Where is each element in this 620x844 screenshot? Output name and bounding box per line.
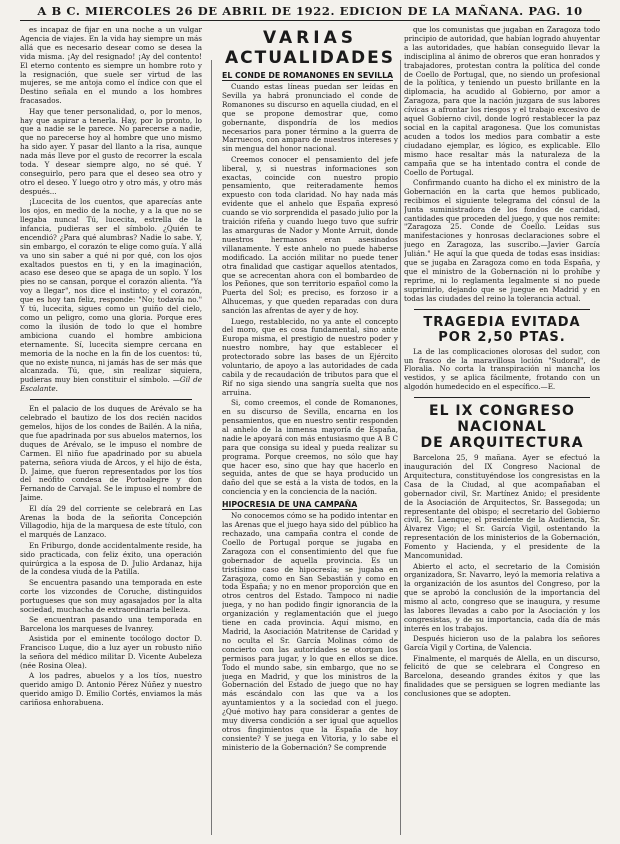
article-paragraph: Luego, restablecido, no ya ante el concepto del moro, que es cosa fundamental, sino ante Europa misma, el prestigio de nuestro poder y nuestro nombre, hay que establecer el protectorado sobre las bases de un Ejército voluntario, de apoyo a las autoridades de cada cabila y de recaudación de tributos para que el Rif no siga siendo una sangría sueltа que nos arruina.	[222, 316, 398, 397]
society-note: En Friburgo, donde accidentalmente reside, ha sido practicada, con feliz éxito, una operación quirúrgica a la esposa de D. Julio Ardanaz, hija de la condesa viuda de la Patilla.	[20, 540, 202, 577]
section-title: ACTUALIDADES	[224, 48, 396, 68]
section-divider	[414, 397, 590, 398]
masthead: A B C. MIERCOLES 26 DE ABRIL DE 1922. EDICION DE LA MAÑANA. PAG. 10	[37, 4, 583, 18]
article-paragraph: Abierto el acto, el secretario de la Comisión organizadora, Sr. Navarro, leyó la memoria relativa a la organización de los asuntos del Congreso, por la que se aprobó la conclusión de la importancia del mismo al acto, congreso que se inaugura, y resume las labores llevadas a cabo por la Asociación y los congresistas, y de su importancia, cada día de más interés en los trabajos.	[404, 561, 600, 633]
column-society	[20, 26, 202, 836]
article-subheading: EL CONDE DE ROMANONES EN SEVILLA	[222, 71, 394, 80]
column-actualidades	[222, 26, 398, 836]
society-note: El día 29 del corriente se celebrará en Las Arenas la boda de la señorita Concepción Villagodio, hija de la marquesa de este título, con el marqués de Lanzaco.	[20, 503, 202, 540]
article-paragraph: Después hicieron uso de la palabra los señores García Vigil y Cortina, de Valencia.	[404, 634, 600, 653]
section-title: VARIAS	[263, 28, 357, 48]
column-divider	[211, 60, 212, 835]
ad-title: POR 2,50 PTAS.	[438, 329, 566, 345]
article-paragraph: Si, como creemos, el conde de Romanones, en su discurso de Sevilla, encarna en los pensamientos, que en nuestro sentir responden al anhelo de la inmensa mayoría de España, nadie le apoyará con más entusiasmo que A B C para que consiga su ideal y pueda realizar su programa. Porque creemos, no sólo que hay que hacer eso, sino que hay que hacerlo en seguida, antes de que se haya producido un daño del que se está a la vista de todos, en la conciencia y en la conciencia de la nación.	[222, 398, 398, 497]
section-divider	[30, 399, 192, 400]
article-paragraph: Hay que tener personalidad, o, por lo menos, hay que aspirar a tenerla. Hay, por lo pronto, lo que a nadie se le parece. No parecerse a nadie, que no parecerse hoy al hombre que uno mismo ha sido ayer. Y pasar del llanto a la risa, aunque nada más lleve por el gusto de recorrer la escala toda. Y desear siempre algo, no sé qué. Y conseguirlo, pero para que el deseo sea otro y otro el deseo. Y luego otro y otro más, y otro más después...	[20, 106, 202, 196]
article-paragraph: No conocemos cómo se ha podido intentar en las Arenas que el juego haya sido del público ha rechazado, una campaña contra el conde de Coello de Portugal porque se jugaba en Zaragoza con el consentimiento del que fue gobernador de aquella provincia. Es un tristísimo caso de hipocresía; se jugaba en Zaragoza, como en San Sebastián y como en toda España; y no en menor proporción que en otros centros del Estado. Tampoco ni nadie juega, y no han podido fingir ignorancia de la organización y reglamentación que el juego tiene en cada provincia. Aquí mismo, en Madrid, la Asociación Matritense de Caridad y no oculta el Sr. García Molinas cómo de concierto con las autoridades se otorgan los permisos para jugar, y lo que en ellos se dice. Todo el mundo sabe, sin embargo, que no se juega en Madrid, y que los ministros de la Gobernación del Estado de juego que no hay más escándalo con las que va a los ayuntamientos y a la sociedad con el juego. ¿Qué motivo hay para considerar a gentes de muy diversa condición a ser igual que aquellos otros fingimientos que la España de hoy consiente? Y se juega en Vitoria, y lo sabe el ministerio de la Gobernación? Se comprende	[222, 511, 398, 752]
article-text: ¡Lucecita de los cuentos, que aparecías ante los ojos, en medio de la noche, y a la que no se llegaba nunca! Tú, lucecita, estrella de la infancia, pudieras ser el símbolo. ¿Quién te encendió? ¿Para qué alumbras? Nadie lo sabe. Y, sin embargo, el corazón te elige como guía. Y allá va uno sin saber a qué ni por qué, con los ojos exaltados puestos en ti, y en la imaginación, acaso ese deseo que se apaga de un soplo. Y los pies no se cansan, porque el corazón alienta. "Ya voy a llegar", nos dice el instinto; y el corazón, que es hoy tan feliz, responde: "No; todavía no." Y tú, lucecita, sigues como un guiño del cielo, como un peligro, como una gloria. Porque eres como la ilusión de todo lo que el hombre ambiciona cuando el hombre ambiciona eternamente. Sí, lucecita siempre cercana en memoria de la noche en la fin de los cuentos: tú, que no existe nunca, ni jamás has de ser más que alcanzada. Tú, que, sin realizar siquiera, pudieras muy bien constituir el símbolo.	[20, 197, 202, 385]
society-note: En el palacio de los duques de Arévalo se ha celebrado el bautizo de los dos recién nacidos gemelos, hijos de los condes de Bailén. A la niña, que fue apadrinada por sus abuelos maternos, los duques de Arévalo, se le impuso el nombre de Carmen. El niño fue apadrinado por su abuela paterna, señora viuda de Arcos, y el hijo de ésta, D. Jaime, que fueron representados por los tíos del neófito condesa de Portoalegre y don Fernando de Carvajal. Se le impuso el nombre de Jaime.	[20, 404, 202, 503]
article-paragraph: Barcelona 25, 9 mañana. Ayer se efectuó la inauguración del IX Congreso Nacional de Arquitectura, constituyéndose los congresistas en la Casa de la Ciudad, al que acompañaban el gobernador civil, Sr. Martínez Anido; el presidente de la Asociación de Arquitectos, Sr. Bassegoda; un representante del obispo; el secretario del Gobierno civil, Sr. Laenque; el presidente de la Audiencia, Sr. Álvarez Vigo; el Sr. García Vigil, ostentando la representación de los ministerios de la Gobernación, Fomento y Hacienda, y el presidente de la Mancomunidad.	[404, 453, 600, 561]
article-paragraph: que los comunistas que jugaban en Zaragoza todo principio de autoridad, que habían logrado ahuyentar a las autoridades, que habían conseguido llevar la indisciplina al ánimo de obreros que eran honrados y trabajadores, protestan contra la política del conde de Coello de Portugal, que, no siendo un profesional de la política, y teniendo un puesto brillante en la diplomacia, ha acudido al Gobierno, por amor a Zaragoza, para que la nación juzgara de sus labores cívicas a afrontar los riesgos y el trabajo excesivo de aquel Gobierno civil, donde logró restablecer la paz social en la capital aragonesa. Que los comunistas acuden a todos los medios para combatir a este ciudadano ejemplar, es lógico, es explicable. Ello mismo hace resaltar más la naturaleza de la campaña que se ha intentado contra el conde de Coello de Portugal.	[404, 26, 600, 177]
society-note: Se encuentra pasando una temporada en este corte los vizcondes de Coruche, distinguidos portugueses que son muy agasajados por la alta sociedad, muchacha de extraordinaria belleza.	[20, 577, 202, 614]
masthead-rule	[20, 20, 600, 21]
ad-text: La de las complicaciones olorosas del sudor, con un frasco de la maravillosa loción "Sudoral", de Floralia. No corta la transpiración ni mancha los vestidos, y se aplica fácilmente, frotando con un algodón humedecido en el específico.—E.	[404, 346, 600, 392]
article-subheading: HIPOCRESIA DE UNA CAMPAÑA	[222, 500, 358, 510]
article-paragraph: Confirmando cuanto ha dicho el ex ministro de la Gobernación en la carta que hemos publicado, recibimos el siguiente telegrama del cónsul de la Junta suministradora de los fondos de caridad, cantidades que proceden del juego, y que nos remite: "Zaragoza 25. Conde de Coello. Leídas sus manifestaciones y honrosas declaraciones sobre el juego en Zaragoza, las suscribo.—Javier García Julián." He aquí la que queda de todas esas insidias: que se jugaba en Zaragoza como en toda España, y que el ministro de la Gobernación ni lo prohíbe y reprime, ni lo reglamenta legalmente si no puede suprimirlo, dejando que se juegue en Madrid y en todas las ciudades del reino la tolerancia actual.	[404, 177, 600, 303]
article-paragraph: Creemos conocer el pensamiento del jefe liberal, y, si nuestras informaciones son exactas, coincide con nuestro propio pensamiento, que reiteradamente hemos expuesto con toda claridad. No hay nada más evidente que el anhelo que España expresó cuando se vio sorprendida el pasado julio por la traición rifeña y cuando luego tuvo que sufrir las amarguras de Nador y Monte Arruit, donde nuestros hermanos eran asesinados villanamente. Y este anhelo no puede haberse modificado. La acción militar no puede tener otra finalidad que castigar aquellos atentados, que se acrecentan ahora con el bombardeo de los Peñones, que son territorio español como la Puerta del Sol; es preciso, es forzoso ir a Alhucemas, y que queden reparadas con dura sanción las afrentas de ayer y de hoy.	[222, 154, 398, 316]
column-right	[404, 26, 600, 836]
society-note: A los padres, abuelos y a los tíos, nuestro querido amigo D. Antonio Pérez Núñez y nuestro querido amigo D. Emilio Cortés, enviamos la más cariñosa enhorabuena.	[20, 671, 202, 708]
article-title: EL IX CONGRESO	[429, 403, 575, 420]
section-divider	[414, 309, 590, 310]
column-divider	[400, 60, 401, 835]
article-title: DE ARQUITECTURA	[420, 435, 584, 452]
article-paragraph	[20, 198, 202, 394]
article-paragraph: Cuando estas líneas puedan ser leídas en Sevilla ya habrá pronunciado el conde de Romanones su discurso en aquella ciudad, en el que se propone demostrar que, como gobernante, dispondría de los medios necesarios para poner término a la guerra de Marruecos, con amparo de nuestros intereses y sin mengua del honor nacional.	[222, 82, 398, 154]
author-signature: —Gil de Escalante.	[20, 375, 202, 394]
article-paragraph: es incapaz de fijar en una noche a un vulgar Agencia de viajes. En la vida hay siempre un más allá que es necesario desear como se desea la vida misma. ¡Ay del resignado! ¡Ay del contento! El eterno contento es siempre un hombre roto y la resignación, que suele ser virtud de las mujeres, se me antoja como el índice con que el Destino señala en el mundo a los hombres fracasados.	[20, 26, 202, 106]
ad-title: TRAGEDIA EVITADA	[423, 314, 581, 330]
article-title: NACIONAL	[457, 419, 547, 436]
society-note: Se encuentran pasando una temporada en Barcelona los marqueses de Ivanrey.	[20, 615, 202, 633]
article-paragraph: Finalmente, el marqués de Alella, en un discurso, felicitó de que se celebrara el Congreso en Barcelona, deseando grandes éxitos y que las finalidades que se persiguen se logren mediante las conclusiones que se adopten.	[404, 653, 600, 699]
society-note: Asistida por el eminente tocólogo doctor D. Francisco Luque, dio a luz ayer un robusto niño la señora del médico militar D. Vicente Aubeleza (née Rosina Olea).	[20, 634, 202, 671]
